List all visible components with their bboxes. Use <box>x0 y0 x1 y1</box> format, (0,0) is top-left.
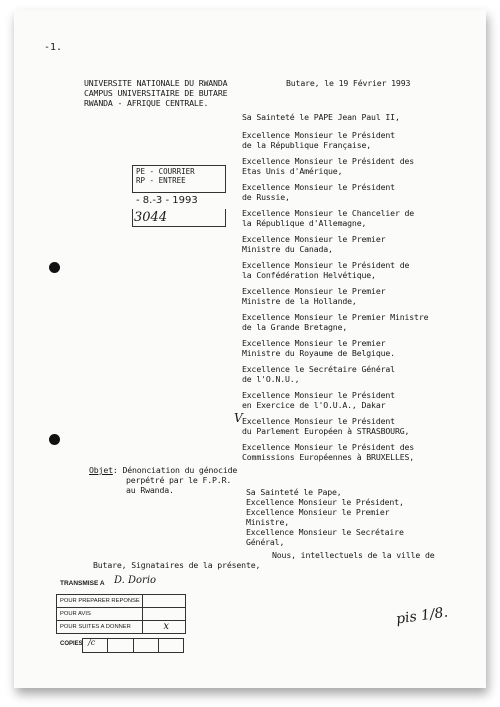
recipient-line: de Russie, <box>242 192 290 202</box>
transmit-handwritten: D. Dorio <box>114 575 157 586</box>
recipient-line: Sa Sainteté le PAPE Jean Paul II, <box>242 112 400 122</box>
recipient-line: Excellence Monsieur le Président de <box>242 260 410 270</box>
routing-row-label: POUR AVIS <box>60 611 91 617</box>
recipient-line: Ministre de la Hollande, <box>242 296 357 306</box>
routing-grid <box>56 594 186 634</box>
recipient-line: Excellence Monsieur le Premier Ministre <box>242 312 429 322</box>
recipient-line: Excellence Monsieur le Président <box>242 416 395 426</box>
copies-value: /c <box>88 638 96 647</box>
recipient-line: Excellence Monsieur le Premier <box>242 234 386 244</box>
body-line-2: Butare, Signataires de la présente, <box>93 560 261 570</box>
recipient-line: de l'O.N.U., <box>242 374 300 384</box>
handwritten-signature: pis 1/8. <box>395 604 449 628</box>
corner-mark: -1. <box>44 42 63 53</box>
recipient-line: de la République Française, <box>242 140 372 150</box>
punch-hole <box>49 262 60 273</box>
object-line-1 <box>89 465 237 475</box>
recipient-line: la République d'Allemagne, <box>242 218 367 228</box>
recipient-line: Excellence Monsieur le Président des <box>242 442 415 452</box>
object-text-2: perpétré par le F.P.R. <box>126 475 232 485</box>
routing-row <box>57 621 185 633</box>
sender-line-2: CAMPUS UNIVERSITAIRE DE BUTARE <box>84 88 228 98</box>
stamp-line-1: PE - COURRIER <box>136 167 195 176</box>
recipient-line: du Parlement Européen à STRASBOURG, <box>242 426 410 436</box>
routing-row <box>57 608 185 621</box>
routing-row-label: POUR SUITES A DONNER <box>60 624 131 630</box>
recipient-line: Excellence Monsieur le Président <box>242 182 395 192</box>
document-page <box>14 10 486 688</box>
salutation-line: Général, <box>246 537 285 547</box>
received-stamp <box>132 165 226 225</box>
recipient-line: la Confédération Helvétique, <box>242 270 376 280</box>
recipient-line: Excellence Monsieur le Premier <box>242 338 386 348</box>
sender-line-1: UNIVERSITE NATIONALE DU RWANDA <box>84 78 228 88</box>
salutation-line: Ministre, <box>246 517 290 527</box>
stamp-number: 3044 <box>134 210 168 225</box>
punch-hole <box>49 434 60 445</box>
checkmark: V <box>234 411 243 425</box>
recipient-line: Excellence Monsieur le Chancelier de <box>242 208 415 218</box>
routing-mark: x <box>163 621 169 632</box>
routing-slip <box>56 575 186 676</box>
recipient-line: Excellence Monsieur le Premier <box>242 286 386 296</box>
recipient-line: Excellence le Secrétaire Général <box>242 364 395 374</box>
sender-line-3: RWANDA - AFRIQUE CENTRALE. <box>84 98 209 108</box>
salutation-line: Excellence Monsieur le Président, <box>246 497 404 507</box>
routing-row-label: POUR PREPARER REPONSE <box>60 598 140 604</box>
salutation-line: Sa Sainteté le Pape, <box>246 487 342 497</box>
routing-row <box>57 595 185 608</box>
recipient-line: Excellence Monsieur le Président des <box>242 156 415 166</box>
transmit-header: TRANSMISE A <box>60 580 105 587</box>
object-text-3: au Rwanda. <box>126 485 174 495</box>
salutation-line: Excellence Monsieur le Premier <box>246 507 390 517</box>
copies-row <box>56 638 184 652</box>
recipient-line: de la Grande Bretagne, <box>242 322 348 332</box>
body-line-1: Nous, intellectuels de la ville de <box>272 550 435 560</box>
recipient-line: Etas Unis d'Amérique, <box>242 166 343 176</box>
recipient-line: Commissions Européennes à BRUXELLES, <box>242 452 415 462</box>
object-label: Objet <box>89 465 113 475</box>
recipient-line: Ministre du Canada, <box>242 244 333 254</box>
salutation-line: Excellence Monsieur le Secrétaire <box>246 527 404 537</box>
recipient-line: Excellence Monsieur le Président <box>242 130 395 140</box>
recipient-line: Excellence Monsieur le Président <box>242 390 395 400</box>
recipient-line: en Exercice de l'O.U.A., Dakar <box>242 400 386 410</box>
stamp-line-2: RP - ENTREE <box>136 176 186 185</box>
place-date: Butare, le 19 Février 1993 <box>286 78 411 88</box>
stamp-date: - 8.-3 - 1993 <box>136 195 198 206</box>
copies-label: COPIES <box>60 641 83 647</box>
recipient-line: Ministre du Royaume de Belgique. <box>242 348 395 358</box>
object-text-1: : Dénonciation du génocide <box>112 465 238 475</box>
